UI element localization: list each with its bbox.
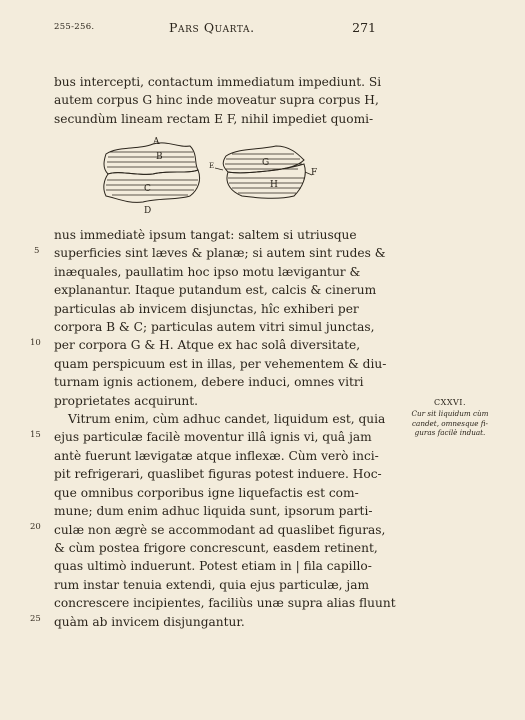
line-number: 20	[30, 522, 41, 532]
margin-note-line: guras facilè induat.	[414, 428, 486, 438]
text-line: quàm ab invicem disjungantur.	[54, 614, 245, 629]
running-header	[54, 20, 376, 40]
arrow-e	[215, 168, 223, 170]
text-line: quas ultimò induerunt. Potest etiam in | fila capillo-	[54, 559, 372, 574]
text-line: particulas ab invicem disjunctas, hîc exhiberi per	[54, 301, 359, 316]
text-line: inæquales, paullatim hoc ipso motu lævigantur &	[54, 264, 361, 279]
page-number: 271	[352, 20, 376, 35]
text-line: turnam ignis actionem, debere induci, omnes vitri	[54, 375, 364, 390]
top-paragraph	[54, 73, 382, 128]
label-b: B	[156, 152, 163, 162]
text-line: rum instar tenuia extendi, quia ejus particulæ, jam	[54, 577, 370, 592]
text-line: nus immediatè ipsum tangat: saltem si utriusque	[54, 228, 357, 242]
label-c: C	[144, 184, 151, 194]
margin-note	[385, 398, 515, 438]
text-line: autem corpus G hinc inde moveatur supra corpus H,	[54, 93, 379, 108]
text-line: explanantur. Itaque putandum est, calcis & cinerum	[54, 283, 377, 298]
text-line: que omnibus corporibus igne liquefactis est com-	[54, 485, 359, 500]
text-line: culæ non ægrè se accommodant ad quaslibet figuras,	[54, 522, 386, 537]
text-line: quam perspicuum est in illas, per vehementem & diu-	[54, 356, 387, 371]
text-line: & cùm postea frigore concrescunt, easdem retinent,	[54, 540, 378, 555]
text-line: secundùm lineam rectam E F, nihil impediet quomi-	[54, 111, 374, 126]
label-f: F	[311, 168, 318, 178]
label-h: H	[270, 180, 278, 190]
text-line: corpora B & C; particulas autem vitri simul junctas,	[54, 320, 375, 335]
text-line: proprietates acquirunt.	[54, 393, 199, 408]
line-number: 15	[30, 430, 41, 440]
margin-note-line: Cur sit liquidum cùm	[411, 409, 489, 419]
label-g: G	[262, 158, 270, 168]
body-c-outline	[104, 170, 200, 202]
label-e: E	[209, 162, 215, 170]
body-b-outline	[104, 143, 198, 175]
main-text	[54, 226, 396, 631]
margin-note-number: CXXVI.	[434, 398, 466, 407]
line-number: 10	[30, 338, 41, 348]
margin-note-line: candet, omnesque fi-	[412, 418, 488, 428]
line-number: 5	[34, 246, 40, 256]
text-line: Vitrum enim, cùm adhuc candet, liquidum est, quia	[68, 412, 386, 427]
text-line: pit refrigerari, quaslibet figuras potest induere. Hoc-	[54, 467, 382, 482]
text-line: per corpora G & H. Atque ex hac solâ diversitate,	[54, 338, 361, 353]
figure-drawing	[98, 140, 338, 222]
text-line: superficies sint læves & planæ; si autem sint rudes &	[54, 246, 386, 261]
text-line: antè fuerunt lævigatæ atque inflexæ. Cùm verò inci-	[54, 448, 379, 463]
label-d: D	[144, 206, 152, 216]
text-line: mune; dum enim adhuc liquida sunt, ipsorum parti-	[54, 504, 373, 519]
label-a: A	[153, 137, 160, 147]
line-number: 25	[30, 614, 41, 624]
text-line: concrescere incipientes, faciliùs unæ supra alias fluunt	[54, 596, 396, 611]
header-article-range: 255-256.	[54, 22, 95, 32]
text-line: ejus particulæ facilè moventur illâ ignis vi, quâ jam	[54, 430, 372, 445]
text-line: bus intercepti, contactum immediatum impediunt. Si	[54, 75, 382, 89]
header-title: Pars Quarta.	[169, 20, 255, 35]
figure-glass-particles	[98, 137, 338, 222]
